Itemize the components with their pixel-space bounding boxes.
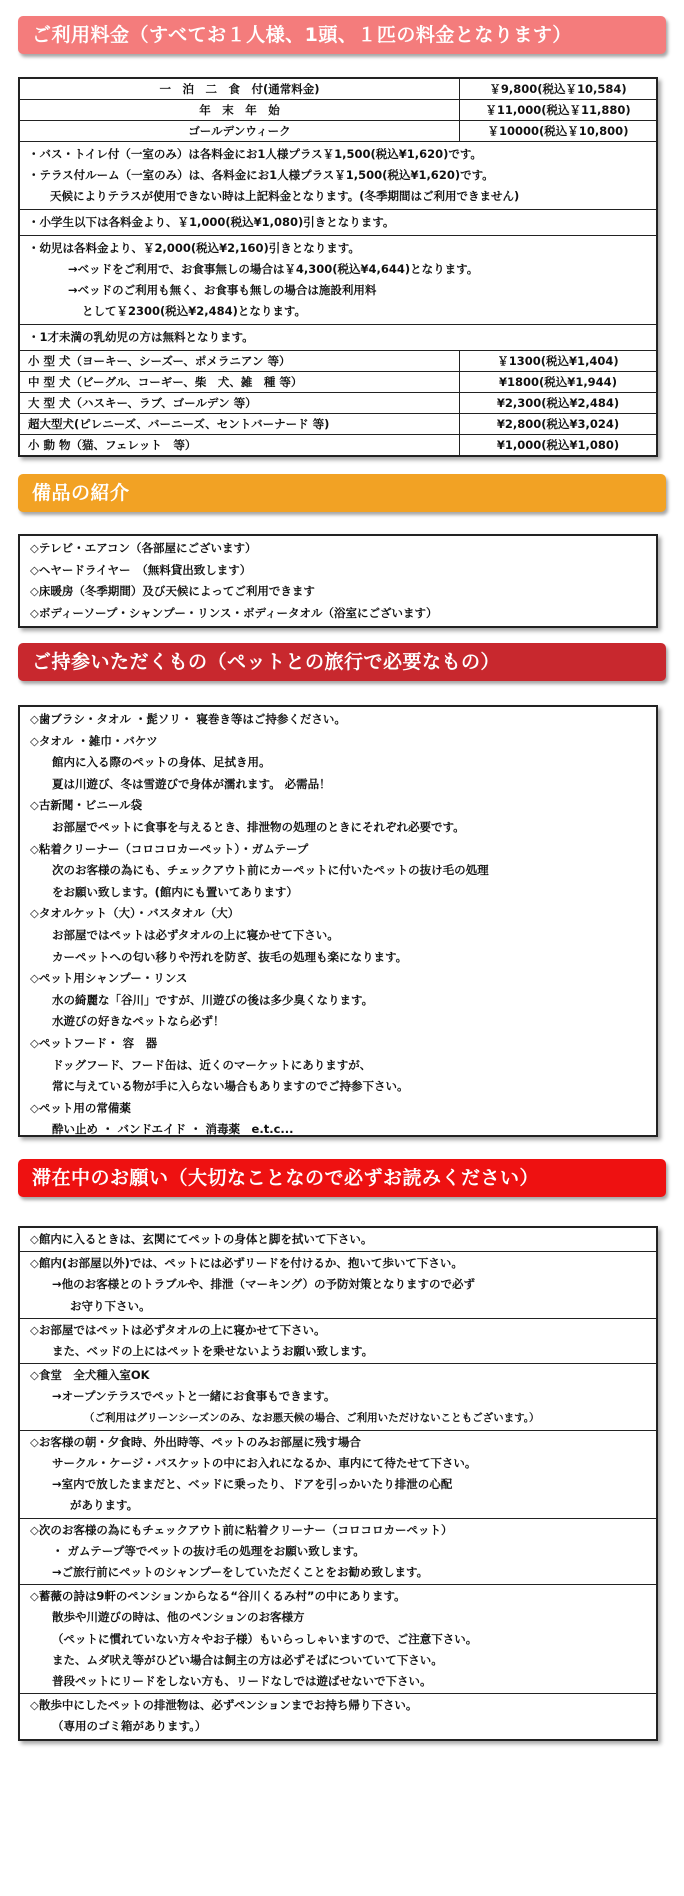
request-detail: →他のお客様とのトラブルや、排泄（マーキング）の予防対策となりますので必ず	[52, 1277, 475, 1292]
bring-item-detail: ドッグフード、フード缶は、近くのマーケットにありますが、	[52, 1057, 372, 1072]
bring-item-detail: カーペットへの匂い移りや汚れを防ぎ、抜毛の処理も楽になります。	[52, 949, 408, 964]
pet-row	[20, 435, 656, 455]
bring-item-detail: 酔い止め ・ バンドエイド ・ 消毒薬 e.t.c...	[52, 1122, 294, 1137]
request-detail: →オープンテラスでペットと一緒にお食事もできます。	[52, 1389, 336, 1404]
pet-label: 超大型犬(ピレニーズ、バーニーズ、セントバーナード 等)	[20, 414, 460, 434]
bring-item-detail: 水の綺麗な「谷川」ですが、川遊びの後は多少臭くなります。	[52, 992, 374, 1007]
pet-row	[20, 351, 656, 372]
rate-label: 一 泊 二 食 付(通常料金)	[20, 79, 460, 99]
note-block	[20, 142, 656, 210]
request-detail: （ペットに慣れていない方々やお子様）もいらっしゃいますので、ご注意下さい。	[52, 1631, 478, 1646]
note-line: 天候によりテラスが使用できない時は上記料金となります。(冬季期間はご利用できません)	[50, 189, 520, 203]
note-block	[20, 325, 656, 350]
note-line: ・バス・トイレ付（一室のみ）は各料金にお1人様プラス￥1,500(税込¥1,620)です。	[28, 147, 482, 161]
bring-item-detail: 水遊びの好きなペットなら必ず！	[52, 1014, 225, 1029]
request-block	[20, 1694, 656, 1738]
request-block	[20, 1431, 656, 1519]
rate-price: ￥9,800(税込￥10,584)	[489, 82, 627, 96]
bring-item-detail: をお願い致します。(館内にも置いてあります）	[52, 884, 298, 899]
pet-label: 大 型 犬（ハスキー、ラブ、ゴールデン 等）	[20, 393, 460, 413]
request-detail: （ご利用はグリーンシーズンのみ、なお悪天候の場合、ご利用いただけないこともございます。）	[84, 1411, 540, 1424]
request-heading: ◇散歩中にしたペットの排泄物は、必ずペンションまでお持ち帰り下さい。	[30, 1698, 418, 1713]
bring-item-heading: ◇ペット用シャンプー・リンス	[30, 971, 188, 986]
bring-title: ご持参いただくもの（ペットとの旅行で必要なもの）	[32, 651, 501, 673]
pricing-banner	[18, 16, 666, 54]
request-detail: （専用のゴミ箱があります。）	[52, 1719, 207, 1734]
amenities-title: 備品の紹介	[32, 482, 130, 504]
request-detail: →室内で放したままだと、ベッドに乗ったり、ドアを引っかいたり排泄の心配	[52, 1477, 453, 1492]
requests-list	[18, 1226, 658, 1741]
bring-list	[18, 705, 658, 1137]
pet-price: ¥1,000(税込¥1,080)	[496, 438, 620, 452]
request-heading: ◇お客様の朝・夕食時、外出時等、ペットのみお部屋に残す場合	[30, 1434, 361, 1449]
request-heading: ◇館内(お部屋以外)では、ペットには必ずリードを付けるか、抱いて歩いて下さい。	[30, 1256, 463, 1271]
note-block	[20, 210, 656, 236]
request-block	[20, 1585, 656, 1694]
note-line: ・テラス付ルーム（一室のみ）は、各料金にお1人様プラス￥1,500(税込¥1,620)です。	[28, 168, 494, 182]
requests-banner	[18, 1159, 666, 1197]
request-block	[20, 1519, 656, 1586]
request-detail: お守り下さい。	[70, 1298, 151, 1313]
request-detail: があります。	[70, 1498, 139, 1513]
request-block	[20, 1252, 656, 1319]
rate-row	[20, 79, 656, 100]
rate-label: 年 末 年 始	[20, 100, 460, 120]
bring-item-detail: 館内に入る際のペットの身体、足拭き用。	[52, 755, 271, 770]
request-detail: →ご旅行前にペットのシャンプーをしていただくことをお勧め致します。	[52, 1565, 429, 1580]
request-detail: ・ ガムテープ等でペットの抜け毛の処理をお願い致します。	[52, 1543, 365, 1558]
note-block	[20, 236, 656, 325]
bring-item-heading: ◇タオルケット（大）・バスタオル（大）	[30, 906, 240, 921]
bring-item-heading: ◇古新聞・ビニール袋	[30, 798, 143, 813]
request-block	[20, 1228, 656, 1252]
bring-item-detail: お部屋ではペットは必ずタオルの上に寝かせて下さい。	[52, 927, 339, 942]
bring-item-heading: ◇ペットフード・ 容 器	[30, 1035, 158, 1050]
bring-item-detail: 夏は川遊び、冬は雪遊びで身体が濡れます。 必需品！	[52, 776, 331, 791]
pet-price: ¥2,300(税込¥2,484)	[496, 396, 620, 410]
amenity-item: ◇ヘヤードライヤー （無料貸出致します）	[30, 562, 252, 577]
note-line: →ベッドのご利用も無く、お食事も無しの場合は施設利用料	[68, 283, 377, 297]
request-detail: また、ムダ吠え等がひどい場合は飼主の方は必ずそばについていて下さい。	[52, 1652, 443, 1667]
request-block	[20, 1364, 656, 1431]
pricing-title: ご利用料金（すべてお１人様、1頭、１匹の料金となります）	[32, 24, 572, 46]
pet-label: 小 型 犬（ヨーキー、シーズー、ポメラニアン 等）	[20, 351, 460, 371]
rate-price: ￥10000(税込￥10,800)	[487, 124, 629, 138]
note-line: ・1才未満の乳幼児の方は無料となります。	[28, 330, 254, 344]
bring-item-heading: ◇タオル ・雑巾・バケツ	[30, 733, 158, 748]
amenities-list	[18, 534, 658, 628]
bring-item-detail: 次のお客様の為にも、チェックアウト前にカーペットに付いたペットの抜け毛の処理	[52, 863, 489, 878]
note-line: として￥2300(税込¥2,484)となります。	[82, 304, 306, 318]
pet-row	[20, 393, 656, 414]
pet-label: 中 型 犬（ビーグル、コーギー、柴 犬、雑 種 等）	[20, 372, 460, 392]
amenities-banner	[18, 474, 666, 512]
request-heading: ◇食堂 全犬種入室OK	[30, 1368, 150, 1383]
note-line: ・幼児は各料金より、￥2,000(税込¥2,160)引きとなります。	[28, 241, 360, 255]
bring-item-heading: ◇粘着クリーナー（コロコロカーペット）・ガムテープ	[30, 841, 309, 856]
rate-price: ￥11,000(税込￥11,880)	[485, 103, 631, 117]
request-detail: また、ベッドの上にはペットを乗せないようお願い致します。	[52, 1344, 374, 1359]
note-line: ・小学生以下は各料金より、￥1,000(税込¥1,080)引きとなります。	[28, 215, 395, 229]
amenity-item: ◇床暖房（冬季期間）及び天候によってご利用できます	[30, 584, 315, 599]
request-heading: ◇お部屋ではペットは必ずタオルの上に寝かせて下さい。	[30, 1322, 326, 1337]
bring-item-detail: お部屋でペットに食事を与えるとき、排泄物の処理のときにそれぞれ必要です。	[52, 819, 465, 834]
pet-price: ￥1300(税込¥1,404)	[497, 354, 619, 368]
note-line: →ベッドをご利用で、お食事無しの場合は￥4,300(税込¥4,644)となります。	[68, 262, 479, 276]
request-detail: 普段ペットにリードをしない方も、リードなしでは遊ばせないで下さい。	[52, 1674, 432, 1689]
request-heading: ◇蓄薇の詩は9軒のペンションからなる“谷川くるみ村”の中にあります。	[30, 1589, 406, 1604]
request-detail: サークル・ケージ・バスケットの中にお入れになるか、車内にて待たせて下さい。	[52, 1456, 477, 1471]
pricing-table	[18, 77, 658, 457]
pet-row	[20, 414, 656, 435]
pet-row	[20, 372, 656, 393]
bring-item-detail: 常に与えている物が手に入らない場合もありますのでご持参下さい。	[52, 1079, 409, 1094]
amenity-item: ◇テレビ・エアコン（各部屋にございます）	[30, 541, 257, 555]
request-heading: ◇館内に入るときは、玄関にてペットの身体と脚を拭いて下さい。	[30, 1232, 373, 1246]
pet-label: 小 動 物（猫、フェレット 等）	[20, 435, 460, 455]
requests-title: 滞在中のお願い（大切なことなので必ずお読みください）	[32, 1167, 540, 1189]
rate-row	[20, 121, 656, 142]
rate-row	[20, 100, 656, 121]
request-block	[20, 1319, 656, 1364]
rate-label: ゴールデンウィーク	[20, 121, 460, 141]
request-heading: ◇次のお客様の為にもチェックアウト前に粘着クリーナー（コロコロカーペット）	[30, 1522, 453, 1537]
bring-item-heading: ◇歯ブラシ・タオル ・髭ソリ・ 寝巻き等はご持参ください。	[30, 712, 346, 726]
pet-price: ¥2,800(税込¥3,024)	[496, 417, 620, 431]
pricing-notes	[20, 142, 656, 351]
pet-price: ¥1800(税込¥1,944)	[499, 375, 617, 389]
bring-banner	[18, 643, 666, 681]
amenity-item: ◇ボディーソープ・シャンプー・リンス・ボディータオル（浴室にございます）	[30, 605, 438, 620]
bring-item-heading: ◇ペット用の常備薬	[30, 1100, 131, 1115]
request-detail: 散歩や川遊びの時は、他のペンションのお客様方	[52, 1610, 305, 1625]
